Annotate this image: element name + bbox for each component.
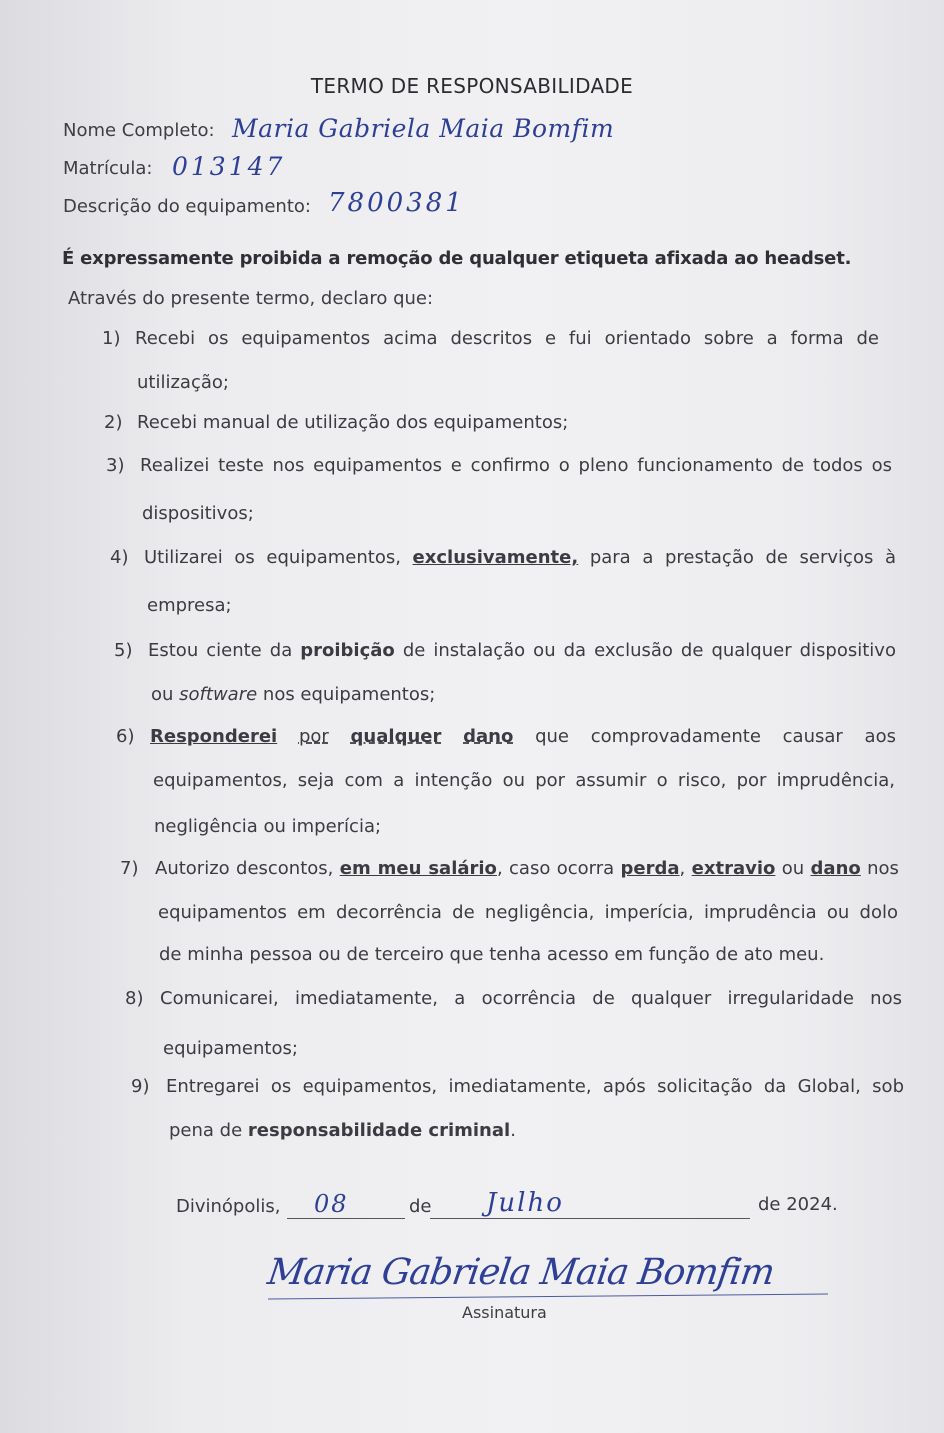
- text-segment: que comprovadamente causar aos: [535, 726, 896, 747]
- text-segment: Utilizarei os equipamentos,: [144, 547, 401, 568]
- item-text: equipamentos;: [163, 1038, 298, 1059]
- name-value: Maria Gabriela Maia Bomfim: [232, 114, 615, 143]
- text-segment: nos: [867, 858, 899, 879]
- item-number: 2): [104, 412, 123, 433]
- text-segment: pena de: [169, 1120, 243, 1141]
- text-segment: Responderei: [150, 726, 278, 747]
- item-text: Entregarei os equipamentos, imediatamente, após solicitação da Global, sob: [166, 1076, 904, 1097]
- text-segment: Estou ciente da: [148, 640, 293, 661]
- date-year: de 2024.: [758, 1194, 838, 1215]
- item-text: [148, 640, 896, 661]
- text-segment: nos equipamentos;: [262, 684, 436, 705]
- text-segment: exclusivamente,: [412, 547, 579, 568]
- text-segment: Autorizo descontos,: [155, 858, 334, 879]
- item-number: 4): [110, 547, 129, 568]
- item-text: [144, 547, 896, 568]
- text-segment: ,: [679, 858, 686, 879]
- text-segment: por: [298, 726, 329, 747]
- item-text: Recebi manual de utilização dos equipamentos;: [137, 412, 569, 433]
- signature-line: [268, 1294, 828, 1300]
- text-segment: extravio: [691, 858, 776, 879]
- item-number: 9): [131, 1076, 150, 1097]
- month-blank: [430, 1218, 750, 1219]
- item-number: 5): [114, 640, 133, 661]
- date-de: de: [409, 1196, 432, 1217]
- item-number: 8): [125, 988, 144, 1009]
- item-number: 3): [106, 455, 125, 476]
- text-segment: .: [510, 1120, 516, 1141]
- text-segment: , caso ocorra: [496, 858, 615, 879]
- text-segment: software: [179, 684, 258, 705]
- text-segment: ou: [151, 684, 174, 705]
- item-text: de minha pessoa ou de terceiro que tenha acesso em função de ato meu.: [159, 944, 825, 965]
- text-segment: em meu salário: [339, 858, 497, 879]
- document-title: TERMO DE RESPONSABILIDADE: [310, 74, 634, 98]
- item-text: utilização;: [137, 372, 229, 393]
- item-text: Recebi os equipamentos acima descritos e fui orientado sobre a forma de: [135, 328, 879, 349]
- item-text: equipamentos, seja com a intenção ou por assumir o risco, por imprudência,: [153, 770, 895, 791]
- item-number: 7): [120, 858, 139, 879]
- item-text: [151, 684, 435, 705]
- item-text: [169, 1120, 516, 1141]
- item-text: [155, 858, 899, 879]
- warning-text: É expressamente proibida a remoção de qualquer etiqueta afixada ao headset.: [62, 248, 852, 269]
- item-number: 6): [116, 726, 135, 747]
- date-day: 08: [314, 1190, 349, 1218]
- item-text: equipamentos em decorrência de negligência, imperícia, imprudência ou dolo: [158, 902, 898, 923]
- text-segment: proibição: [300, 640, 395, 661]
- date-city: Divinópolis,: [176, 1196, 281, 1217]
- text-segment: qualquer: [350, 726, 442, 747]
- item-text: dispositivos;: [142, 503, 254, 524]
- equipment-value: 7800381: [328, 188, 465, 218]
- text-segment: de instalação ou da exclusão de qualquer dispositivo: [402, 640, 896, 661]
- date-month: Julho: [486, 1188, 564, 1218]
- name-label: Nome Completo:: [63, 120, 215, 141]
- equipment-label: Descrição do equipamento:: [63, 196, 311, 217]
- item-text: empresa;: [147, 595, 232, 616]
- text-segment: responsabilidade criminal: [247, 1120, 511, 1141]
- day-blank: [287, 1218, 405, 1219]
- item-text: [150, 726, 896, 747]
- handwritten-signature: Maria Gabriela Maia Bomfim: [265, 1252, 777, 1293]
- text-segment: perda: [620, 858, 680, 879]
- text-segment: dano: [810, 858, 861, 879]
- item-text: Comunicarei, imediatamente, a ocorrência de qualquer irregularidade nos: [160, 988, 902, 1009]
- registration-value: 013147: [172, 152, 286, 181]
- registration-label: Matrícula:: [63, 158, 153, 179]
- intro-text: Através do presente termo, declaro que:: [68, 288, 434, 309]
- text-segment: ou: [781, 858, 805, 879]
- signature-label: Assinatura: [462, 1303, 547, 1322]
- item-number: 1): [102, 328, 121, 349]
- item-text: negligência ou imperícia;: [154, 816, 382, 837]
- text-segment: para a prestação de serviços à: [589, 547, 896, 568]
- text-segment: dano: [463, 726, 514, 747]
- item-text: Realizei teste nos equipamentos e confirmo o pleno funcionamento de todos os: [140, 455, 892, 476]
